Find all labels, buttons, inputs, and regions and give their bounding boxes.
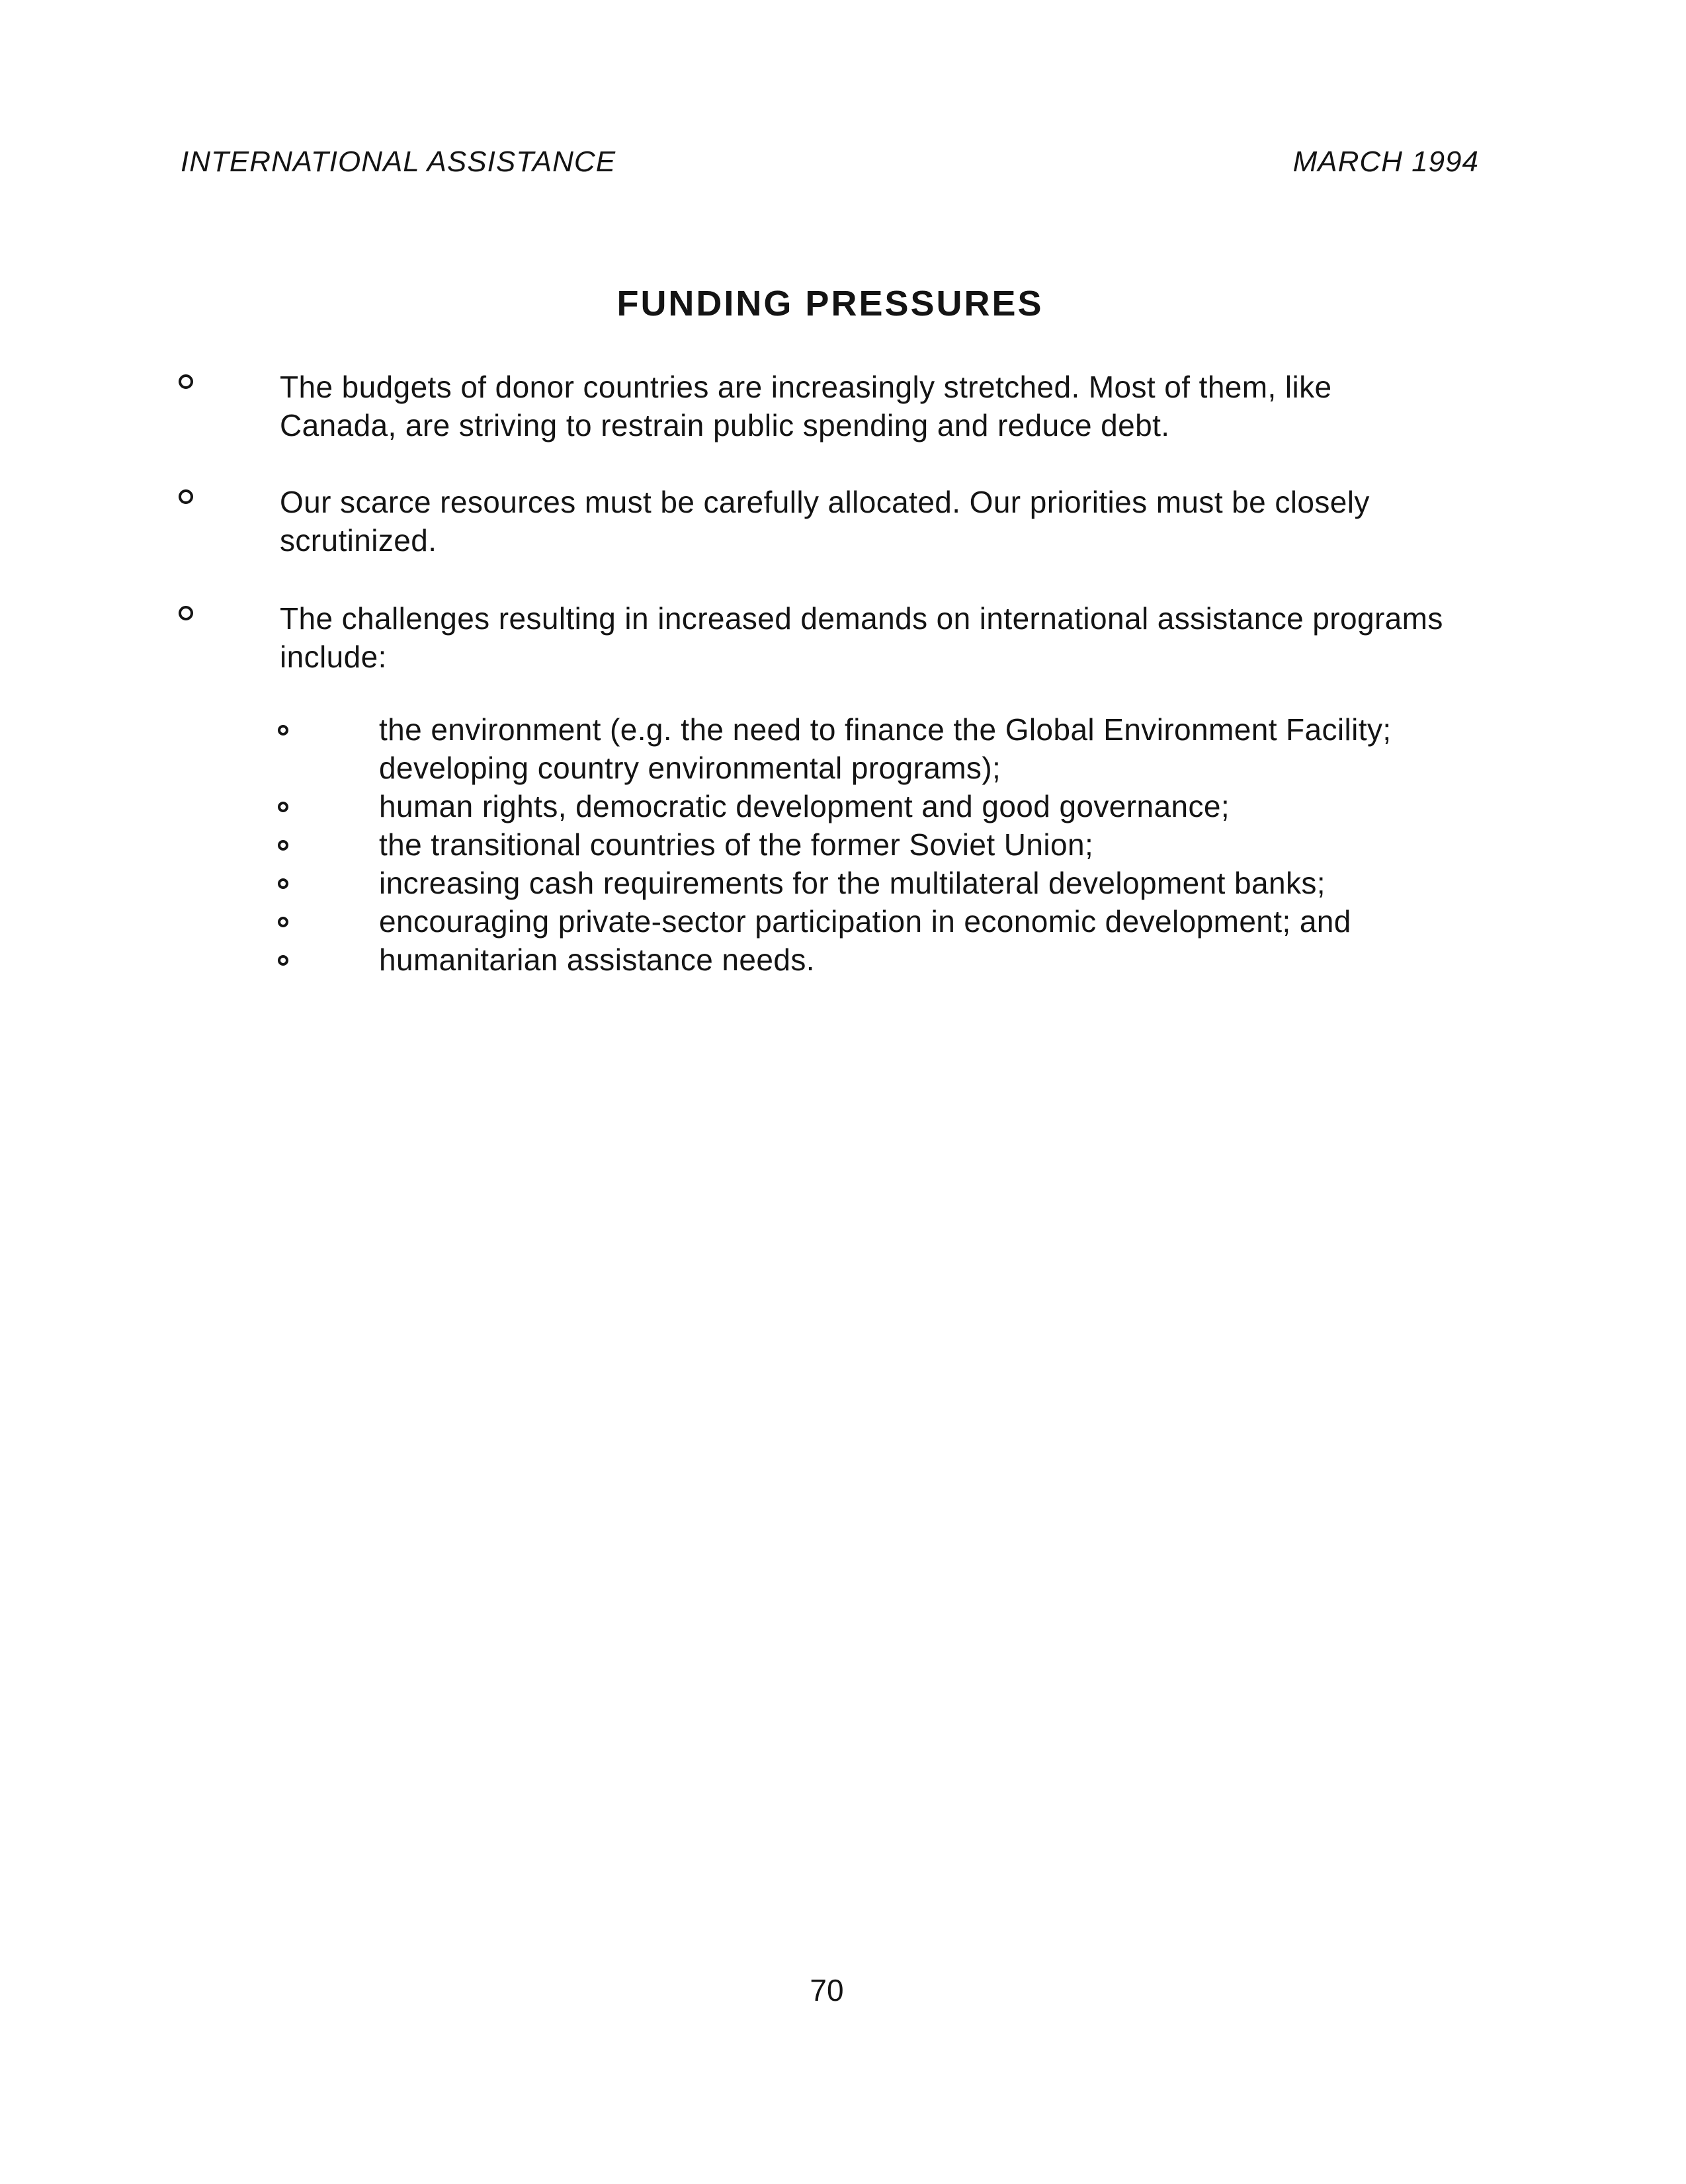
- sublist-item-text: encouraging private-sector participation in economic development; and: [379, 904, 1351, 939]
- sublist-item-text: the environment (e.g. the need to finance the Global Environment Facility; developing country environmental programs);: [379, 712, 1392, 785]
- sublist-item: [0, 902, 1686, 941]
- sublist-item-text: the transitional countries of the former Soviet Union;: [379, 827, 1094, 862]
- running-header-date: MARCH 1994: [1292, 146, 1479, 178]
- bullet-point-text: Our scarce resources must be carefully allocated. Our priorities must be closely scrutinized.: [280, 485, 1370, 558]
- small-circle-bullet-icon: [278, 840, 288, 851]
- small-circle-bullet-icon: [278, 802, 288, 812]
- challenges-sublist: [0, 710, 1686, 979]
- sublist-item: [0, 787, 1686, 825]
- small-circle-bullet-icon: [278, 725, 288, 735]
- hollow-circle-bullet-icon: [179, 606, 193, 620]
- sublist-item: [0, 864, 1686, 902]
- sublist-item-text: human rights, democratic development and good governance;: [379, 789, 1230, 823]
- bullet-point-text: The budgets of donor countries are increasingly stretched. Most of them, like Canada, are striving to restrain public spending and reduce debt.: [280, 370, 1332, 442]
- bullet-point-text: The challenges resulting in increased demands on international assistance programs include:: [280, 601, 1443, 674]
- sublist-item-text: increasing cash requirements for the multilateral development banks;: [379, 866, 1326, 900]
- sublist-item: [0, 710, 1686, 787]
- page-title: FUNDING PRESSURES: [616, 284, 1044, 323]
- sublist-item-text: humanitarian assistance needs.: [379, 943, 815, 977]
- sublist-item: [0, 941, 1686, 979]
- small-circle-bullet-icon: [278, 955, 288, 966]
- hollow-circle-bullet-icon: [179, 374, 193, 389]
- small-circle-bullet-icon: [278, 878, 288, 889]
- page-number: 70: [810, 1973, 844, 2007]
- running-header-left: INTERNATIONAL ASSISTANCE: [181, 146, 616, 178]
- hollow-circle-bullet-icon: [179, 489, 193, 504]
- sublist-item: [0, 825, 1686, 864]
- small-circle-bullet-icon: [278, 917, 288, 927]
